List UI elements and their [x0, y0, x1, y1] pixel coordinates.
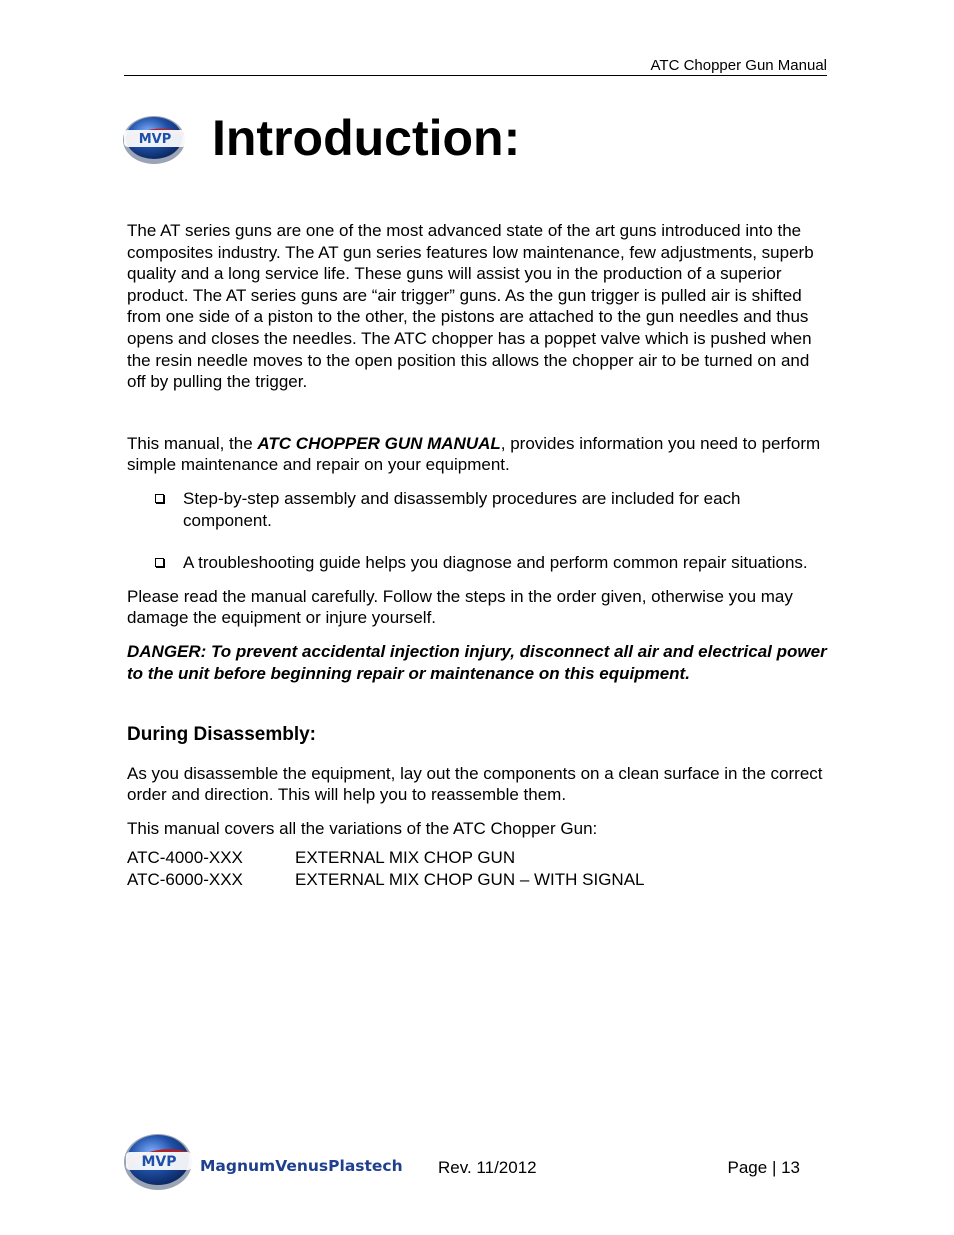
manual-paragraph-suffix: , provides information you need to perform simple maintenance and repair on your equipment. — [127, 433, 821, 475]
intro-paragraph: The AT series guns are one of the most advanced state of the art guns introduced into the composites industry. The AT gun series features low maintenance, few adjustments, superb quality and a long service life. These guns will assist you in the production of a superior product. The AT series guns are “air trigger” guns. As the gun trigger is pulled air is shifted from one side of a piston to the other, the pistons are attached to the gun needles and thus opens and closes the needles. The ATC chopper has a poppet valve which is pushed when the resin needle moves to the open position this allows the chopper air to be turned on and off by pulling the trigger. — [127, 221, 814, 392]
mvp-logo-icon — [118, 110, 192, 166]
model-description: EXTERNAL MIX CHOP GUN — [295, 848, 516, 868]
list-item-text: A troubleshooting guide helps you diagnose and perform common repair situations. — [183, 553, 808, 573]
company-logo-icon — [118, 1128, 418, 1194]
variations-intro: This manual covers all the variations of the ATC Chopper Gun: — [127, 818, 598, 838]
manual-paragraph — [127, 433, 827, 476]
model-code: ATC-4000-XXX — [127, 848, 243, 868]
list-item — [127, 552, 827, 574]
list-item — [127, 488, 827, 531]
page-title: Introduction: — [212, 110, 521, 166]
manual-title: ATC Chopper Gun Manual — [650, 57, 827, 74]
manual-paragraph-prefix: This manual, the — [127, 433, 258, 453]
checkbox-bullet-icon — [155, 558, 164, 567]
header-rule — [124, 75, 827, 76]
list-item-text: Step-by-step assembly and disassembly procedures are included for each component. — [183, 488, 741, 530]
section-heading: During Disassembly: — [127, 724, 316, 746]
page-footer — [118, 1128, 818, 1194]
read-carefully-paragraph: Please read the manual carefully. Follow the steps in the order given, otherwise you may damage the equipment or injure yourself. — [127, 586, 793, 628]
feature-list — [127, 488, 827, 574]
danger-warning: DANGER: To prevent accidental injection injury, disconnect all air and electrical power to the unit before beginning repair or maintenance on this equipment. — [127, 641, 827, 683]
model-description: EXTERNAL MIX CHOP GUN – WITH SIGNAL — [295, 870, 645, 890]
footer-logo-text: MVP — [141, 1154, 177, 1170]
company-name: MagnumVenusPlastech — [200, 1157, 403, 1175]
manual-name-emphasis: ATC CHOPPER GUN MANUAL — [257, 433, 501, 453]
disassembly-paragraph: As you disassemble the equipment, lay out the components on a clean surface in the correct order and direction. This will help you to reassemble them. — [127, 763, 823, 805]
checkbox-bullet-icon — [155, 494, 164, 503]
logo-text: MVP — [138, 132, 172, 147]
model-row — [127, 847, 827, 869]
revision-date: Rev. 11/2012 — [438, 1158, 537, 1177]
main-content — [127, 220, 827, 891]
model-code: ATC-6000-XXX — [127, 870, 243, 890]
model-row — [127, 869, 827, 891]
model-list — [127, 847, 827, 890]
title-block — [118, 108, 520, 168]
page-number: Page | 13 — [727, 1158, 800, 1177]
